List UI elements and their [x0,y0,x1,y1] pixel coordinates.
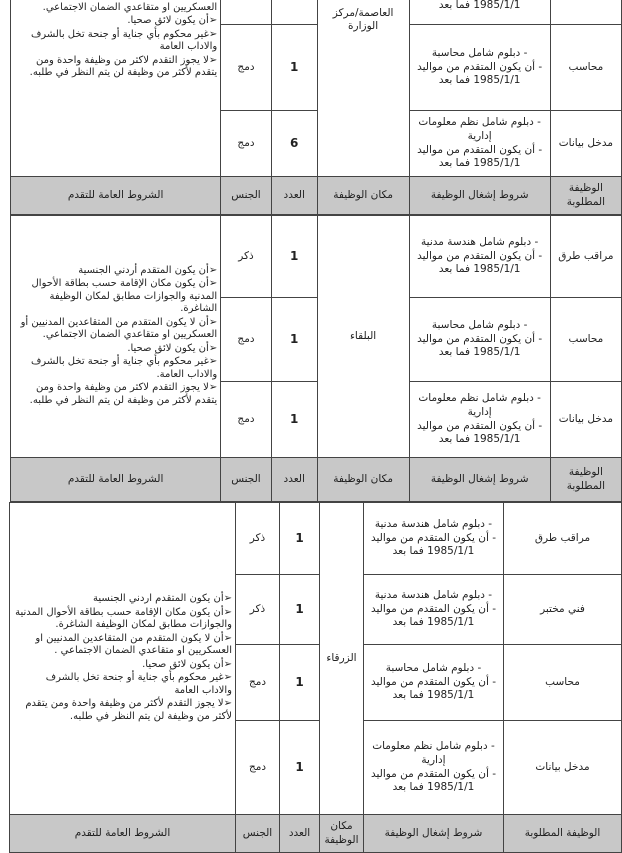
job-qualifications: - دبلوم شامل نظم معلومات إدارية - أن يكون المتقدم من مواليد 1985/1/1 فما بعد [364,721,504,815]
job-qualifications: - دبلوم شامل محاسبة - أن يكون المتقدم من مواليد 1985/1/1 فما بعد [364,645,504,721]
partial-gender-cell [221,0,272,25]
job-qualifications: - دبلوم شامل هندسة مدنية - أن يكون المتقدم من مواليد 1985/1/1 فما بعد [364,575,504,645]
job-qualifications: - دبلوم شامل هندسة مدنية - أن يكون المتقدم من مواليد 1985/1/1 فما بعد [364,503,504,575]
header-count: العدد [271,177,317,215]
header-location: مكان الوظيفة [317,177,409,215]
job-count: 1 [271,298,317,382]
location-cell: الزرقاء [320,503,364,815]
header-location: مكان الوظيفة [320,815,364,853]
header-count: العدد [280,815,320,853]
header-quals: شروط إشغال الوظيفة [364,815,504,853]
job-gender: دمج [221,382,272,458]
job-title: محاسب [550,298,621,382]
location-cell: البلقاء [317,216,409,458]
header-gender: الجنس [221,458,272,502]
partial-job-cell [550,0,621,25]
job-gender: ذكر [236,503,280,575]
header-gender: الجنس [236,815,280,853]
job-gender: دمج [236,645,280,721]
conditions-cell: ➢ أن يكون المتقدم اردني الجنسية ➢ أن يكون مكان الإقامة حسب بطاقة الأحوال المدنية والجوازات مطابق لمكان الوظيفة الشاغرة. ➢ أن لا يكون المتقدم من المتقاعدين المدنيين او العسكريين او متقاعدي الضمان الاجتماعي . ➢ أن يكون لائق صحيا. ➢ غير محكوم بأي جناية أو جنحة تخل بالشرف والاداب العامة ➢ لا يجوز التقدم لأكثر من وظيفة واحدة ومن يتقدم لأكثر من وظيفة لن يتم النظر في طلبه. [10,503,236,815]
jobs-table-capital [10,0,622,215]
header-conditions: الشروط العامة للتقدم [10,815,236,853]
header-gender: الجنس [221,177,272,215]
job-count: 1 [271,25,317,111]
header-job: الوظيفة المطلوبة [504,815,622,853]
job-gender: ذكر [236,575,280,645]
header-location: مكان الوظيفة [317,458,409,502]
header-conditions: الشروط العامة للتقدم [11,458,221,502]
job-qualifications: - دبلوم شامل محاسبة - أن يكون المتقدم من مواليد 1985/1/1 فما بعد [409,298,550,382]
job-gender: دمج [221,25,272,111]
job-title: محاسب [504,645,622,721]
jobs-table-zarqa [9,502,622,853]
job-title: مدخل بيانات [550,382,621,458]
job-qualifications: - دبلوم شامل نظم معلومات إدارية - أن يكون المتقدم من مواليد 1985/1/1 فما بعد [409,382,550,458]
job-count: 6 [271,111,317,177]
job-gender: دمج [221,298,272,382]
header-quals: شروط إشغال الوظيفة [409,458,550,502]
header-job: الوظيفة المطلوبة [550,458,621,502]
job-count: 1 [271,216,317,298]
job-qualifications: - دبلوم شامل محاسبة - أن يكون المتقدم من مواليد 1985/1/1 فما بعد [409,25,550,111]
job-qualifications: - دبلوم شامل هندسة مدنية - أن يكون المتقدم من مواليد 1985/1/1 فما بعد [409,216,550,298]
job-gender: ذكر [221,216,272,298]
conditions-cell: ➢ العسكريين او متقاعدي الضمان الاجتماعي. ➢ أن يكون لائق صحيا. ➢ غير محكوم بأي جناية أو جنحة تخل بالشرف والاداب العامة ➢ لا يجوز التقدم لاكثر من وظيفة واحدة ومن يتقدم لأكثر من وظيفة لن يتم النظر في طلبه. [11,0,221,177]
job-title: فني مختبر [504,575,622,645]
job-count: 1 [280,503,320,575]
header-job: الوظيفة المطلوبة [550,177,621,215]
job-title: مدخل بيانات [550,111,621,177]
job-title: مراقب طرق [504,503,622,575]
job-gender: دمج [236,721,280,815]
job-count: 1 [280,645,320,721]
job-count: 1 [280,575,320,645]
job-gender: دمج [221,111,272,177]
job-title: مراقب طرق [550,216,621,298]
location-cell: العاصمة/مركز الوزارة [317,0,409,177]
job-count: 1 [280,721,320,815]
header-quals: شروط إشغال الوظيفة [409,177,550,215]
header-conditions: الشروط العامة للتقدم [11,177,221,215]
jobs-table-balqa [10,215,622,502]
partial-count-cell [271,0,317,25]
job-qualifications: - دبلوم شامل نظم معلومات إدارية - أن يكون المتقدم من مواليد 1985/1/1 فما بعد [409,111,550,177]
conditions-cell: ➢ أن يكون المتقدم أردني الجنسية ➢ أن يكون مكان الإقامة حسب بطاقة الأحوال المدنية والجوازات مطابق لمكان الوظيفة الشاغرة. ➢ أن لا يكون المتقدم من المتقاعدين المدنيين أو العسكريين او متقاعدي الضمان الاجتماعي. ➢ أن يكون لائق صحيا. ➢ غير محكوم بأي جناية أو جنحة تخل بالشرف والاداب العامة. ➢ لا يجوز التقدم لاكثر من وظيفة واحدة ومن يتقدم لأكثر من وظيفة لن يتم النظر في طلبه. [11,216,221,458]
job-title: مدخل بيانات [504,721,622,815]
header-count: العدد [271,458,317,502]
job-count: 1 [271,382,317,458]
partial-quals-cell: 1985/1/1 فما بعد [409,0,550,25]
job-title: محاسب [550,25,621,111]
